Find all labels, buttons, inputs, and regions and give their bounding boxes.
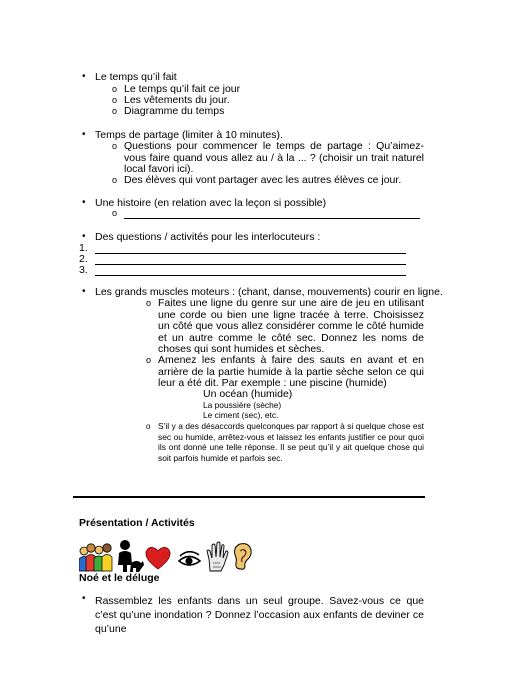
sub-item: Les vêtements du jour. [124,94,230,106]
sub-bullet: o [146,422,151,431]
example-text: Le ciment (sec), etc. [203,410,279,420]
blank-line [124,218,420,219]
sub-item: Questions pour commencer le temps de partage : Qu’aimez-vous faire quand vous allez au / à la ... ? (choisir un trait naturel local favori ici). [124,140,424,175]
sub-item: Faites une ligne du genre sur une aire de jeu en utilisant une corde ou bien une ligne tracée à terre. Choisissez un côté que vous allez considérer comme le côté humide et un autre comme le côté sec. Donnez les noms de choses qui sont humides et sèches. [158,297,424,355]
sub-item: Des élèves qui vont partager avec les autres élèves ce jour. [124,174,402,186]
bullet: • [82,197,86,208]
bullet-heading-story: Une histoire (en relation avec la leçon si possible) [95,197,327,209]
sub-bullet: o [112,141,118,151]
bullet: • [82,71,86,82]
bullet-heading-motor: Les grands muscles moteurs : (chant, danse, mouvements) courir en ligne. [95,286,443,298]
sub-bullet: o [112,175,118,185]
sub-item: Le temps qu’il fait ce jour [124,83,241,95]
example-text: La poussière (sèche) [203,400,282,410]
bullet: • [82,129,86,140]
blank-line [95,275,406,276]
hand-icon [207,542,228,571]
heart-icon [146,547,170,569]
sub-item: Amenez les enfants à faire des sauts en avant et en arrière de la partie humide à la partie sèche selon ce qui leur a été dit. Par exemple : une piscine (humide) [158,354,424,389]
blank-line [95,264,406,265]
sub-bullet: o [112,84,118,94]
sub-bullet: o [112,106,118,116]
bullet-heading-questions: Des questions / activités pour les interlocuteurs : [95,231,321,243]
sub-bullet: o [146,355,152,365]
person-with-dog-icon [118,540,144,572]
bullet: • [82,593,86,604]
bullet: • [82,286,86,297]
sub-bullet: o [112,208,118,218]
eye-icon [179,552,200,565]
sub-item: Diagramme du temps [124,105,225,117]
list-number: 2. [79,253,88,265]
section-title: Présentation / Activités [79,517,195,529]
blank-line [95,253,406,254]
sub-bullet: o [146,298,152,308]
sub-item: S’il y a des désaccords quelconques par rapport à si quelque chose est sec ou humide, arrêtez-vous et laissez les enfants justifier ce pour quoi ils ont donné une telle réponse. Il se peut qu’il y ait quelque chose qui soit parfois humide et parfois sec. [158,421,424,463]
bullet: • [82,231,86,242]
section-divider [73,496,425,498]
bullet-heading-weather: Le temps qu’il fait [95,71,177,83]
example-text: Un océan (humide) [203,388,293,400]
people-group-icon [79,544,112,571]
story-title: Noé et le déluge [79,572,160,584]
paragraph: Rassemblez les enfants dans un seul groupe. Savez-vous ce que c’est qu’une inondation ? Donnez l’occasion aux enfants de deviner ce qu’une [95,595,424,635]
sub-bullet: o [112,95,118,105]
list-number: 1. [79,242,88,254]
ear-icon [235,544,252,570]
sensory-icons-row [79,539,279,573]
bullet-heading-sharing: Temps de partage (limiter à 10 minutes). [95,129,283,141]
list-number: 3. [79,264,88,276]
